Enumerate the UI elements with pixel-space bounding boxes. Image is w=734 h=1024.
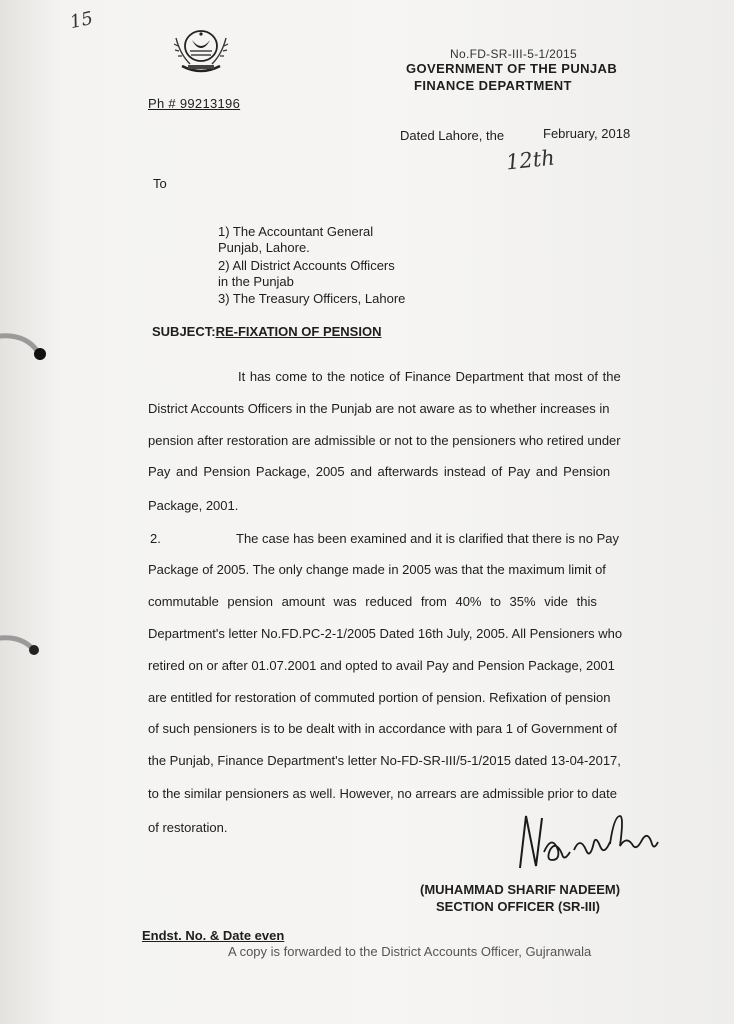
body-line: of such pensioners is to be dealt with in accordance with para 1 of Government of [148, 721, 617, 736]
endorsement-heading: Endst. No. & Date even [142, 928, 285, 943]
punjab-emblem-icon [166, 24, 236, 80]
subject-text: RE-FIXATION OF PENSION [215, 324, 382, 339]
reference-number: No.FD-SR-III-5-1/2015 [450, 47, 578, 61]
body-line: District Accounts Officers in the Punjab are not aware as to whether increases in [148, 401, 610, 416]
paragraph-number: 2. [150, 531, 161, 546]
subject-label: SUBJECT: [152, 324, 216, 339]
body-line: It has come to the notice of Finance Department that most of the [238, 369, 621, 384]
binder-clip-bottom [0, 628, 44, 664]
signature-scrawl [512, 808, 662, 880]
page-number-mark: 15 [68, 7, 95, 34]
body-line: Department's letter No.FD.PC-2-1/2005 Dated 16th July, 2005. All Pensioners who [148, 626, 623, 641]
body-line: pension after restoration are admissible or not to the pensioners who retired under [148, 433, 621, 448]
government-heading: GOVERNMENT OF THE PUNJAB [406, 61, 618, 76]
body-line: are entitled for restoration of commuted portion of pension. Refixation of pension [148, 690, 611, 705]
body-line: Package, 2001. [148, 498, 239, 513]
body-line: to the similar pensioners as well. However, no arrears are admissible prior to date [148, 786, 617, 801]
phone-number: Ph # 99213196 [148, 96, 241, 111]
body-line: Pay and Pension Package, 2005 and afterwards instead of Pay and Pension [148, 464, 611, 479]
body-line: the Punjab, Finance Department's letter No-FD-SR-III/5-1/2015 dated 13-04-2017, [148, 753, 621, 768]
body-line: of restoration. [148, 820, 228, 835]
body-line: The case has been examined and it is clarified that there is no Pay [236, 531, 619, 546]
addressee-line: Punjab, Lahore. [218, 240, 310, 255]
binder-clip-top [0, 330, 50, 370]
addressee-line: 3) The Treasury Officers, Lahore [218, 291, 406, 306]
department-heading: FINANCE DEPARTMENT [414, 78, 572, 93]
date-day-handwritten: 12th [504, 145, 556, 175]
addressee-line: 2) All District Accounts Officers [218, 258, 395, 273]
date-prefix: Dated Lahore, the [400, 128, 505, 143]
addressee-line: in the Punjab [218, 274, 294, 289]
addressee-line: 1) The Accountant General [218, 224, 374, 239]
body-line: retired on or after 01.07.2001 and opted to avail Pay and Pension Package, 2001 [148, 658, 615, 673]
body-line: Package of 2005. The only change made in 2005 was that the maximum limit of [148, 562, 606, 577]
body-line: commutable pension amount was reduced from 40% to 35% vide this [148, 594, 597, 609]
to-label: To [153, 176, 167, 191]
cut-off-line: A copy is forwarded to the District Accounts Officer, Gujranwala [228, 944, 592, 959]
subject-line [152, 324, 381, 339]
date-month-year: February, 2018 [543, 126, 631, 141]
signatory-title: SECTION OFFICER (SR-III) [436, 899, 600, 914]
signatory-name: (MUHAMMAD SHARIF NADEEM) [420, 882, 621, 897]
